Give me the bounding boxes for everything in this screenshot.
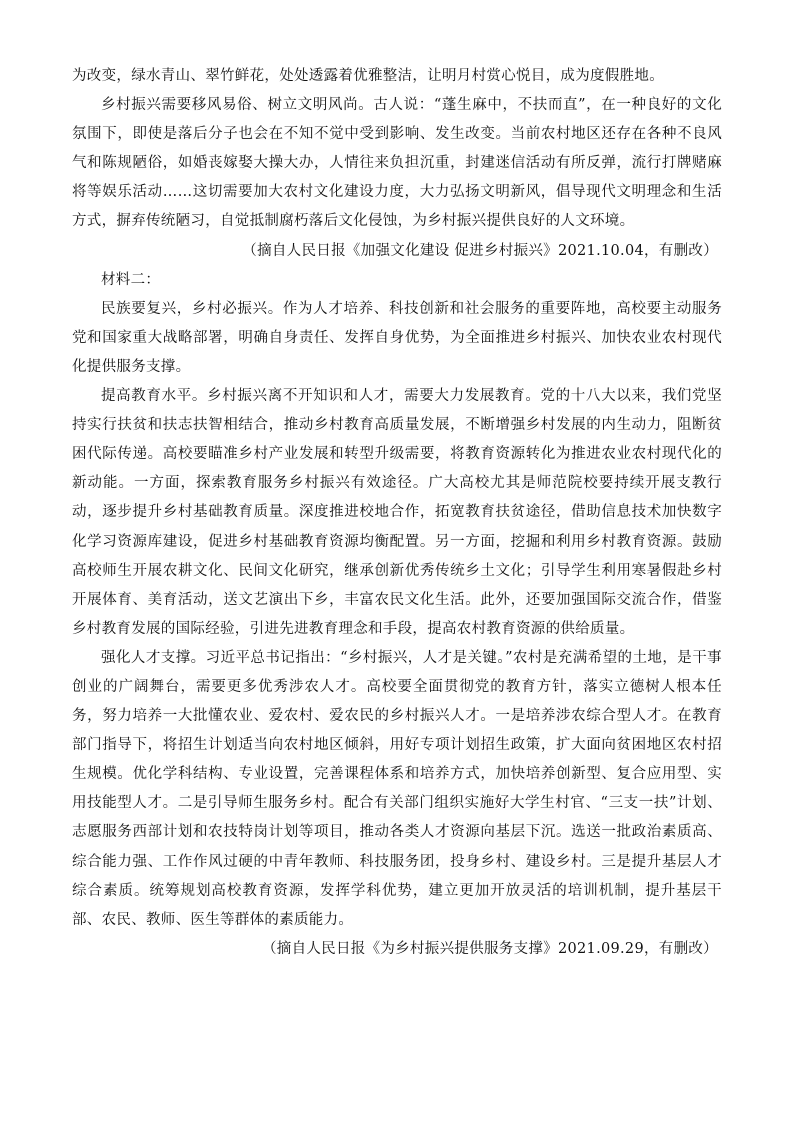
material-two-heading: 材料二： [101, 271, 161, 288]
paragraph-civilization: 乡村振兴需要移风易俗、树立文明风尚。古人说：“蓬生麻中，不扶而直”，在一种良好的文化氛围下，即使是落后分子也会在不知不觉中受到影响、发生改变。当前农村地区还存在各种不良风气和陈规陋俗，如婚丧嫁娶大操大办，人情往来负担沉重，封建迷信活动有所反弹，流行打牌赌麻将等娱乐活动……这切需要加大农村文化建设力度，大力弘扬文明新风，倡导现代文明理念和生活方式，摒弃传统陋习，自觉抵制腐朽落后文化侵蚀，为乡村振兴提供良好的人文环境。 [72, 97, 722, 230]
paragraph-talent: 强化人才支撑。习近平总书记指出：“乡村振兴，人才是关键。”农村是充满希望的土地，是干事创业的广阔舞台，需要更多优秀涉农人才。高校要全面贯彻党的教育方针，落实立德树人根本任务，努力培养一大批懂农业、爱农村、爱农民的乡村振兴人才。一是培养涉农综合型人才。在教育部门指导下，将招生计划适当向农村地区倾斜，用好专项计划招生政策，扩大面向贫困地区农村招生规模。优化学科结构、专业设置，完善课程体系和培养方式，加快培养创新型、复合应用型、实用技能型人才。二是引导师生服务乡村。配合有关部门组织实施好大学生村官、“三支一扶”计划、志愿服务西部计划和农技特岗计划等项目，推动各类人才资源向基层下沉。选送一批政治素质高、综合能力强、工作作风过硬的中青年教师、科技服务团，投身乡村、建设乡村。三是提升基层人才综合素质。统筹规划高校教育资源，发挥学科优势，建立更加开放灵活的培训机制，提升基层干部、农民、教师、医生等群体的素质能力。 [72, 649, 722, 928]
source-citation-1: （摘自人民日报《加强文化建设 促进乡村振兴》2021.10.04，有删改） [242, 242, 718, 259]
paragraph-education: 提高教育水平。乡村振兴离不开知识和人才，需要大力发展教育。党的十八大以来，我们党坚持实行扶贫和扶志扶智相结合，推动乡村教育高质量发展，不断增强乡村发展的内生动力，阻断贫困代际传递。高校要瞄准乡村产业发展和转型升级需要，将教育资源转化为推进农业农村现代化的新动能。一方面，探索教育服务乡村振兴有效途径。广大高校尤其是师范院校要持续开展支教行动，逐步提升乡村基础教育质量。深度推进校地合作，拓宽教育扶贫途径，借助信息技术加快数字化学习资源库建设，促进乡村基础教育资源均衡配置。另一方面，挖掘和利用乡村教育资源。鼓励高校师生开展农耕文化、民间文化研究，继承创新优秀传统乡土文化；引导学生利用寒暑假赴乡村开展体育、美育活动，送文艺演出下乡，丰富农民文化生活。此外，还要加强国际交流合作，借鉴乡村教育发展的国际经验，引进先进教育理念和手段，提高农村教育资源的供给质量。 [72, 388, 722, 637]
source-citation-2: （摘自人民日报《为乡村振兴提供服务支撑》2021.09.29，有删改） [261, 940, 718, 957]
paragraph-rejuvenation: 民族要复兴，乡村必振兴。作为人才培养、科技创新和社会服务的重要阵地，高校要主动服务党和国家重大战略部署，明确自身责任、发挥自身优势，为全面推进乡村振兴、加快农业农村现代化提供服务支撑。 [72, 300, 722, 375]
document-page [72, 62, 722, 964]
paragraph-intro-continuation: 为改变，绿水青山、翠竹鲜花，处处透露着优雅整洁，让明月村赏心悦目，成为度假胜地。 [72, 68, 664, 84]
